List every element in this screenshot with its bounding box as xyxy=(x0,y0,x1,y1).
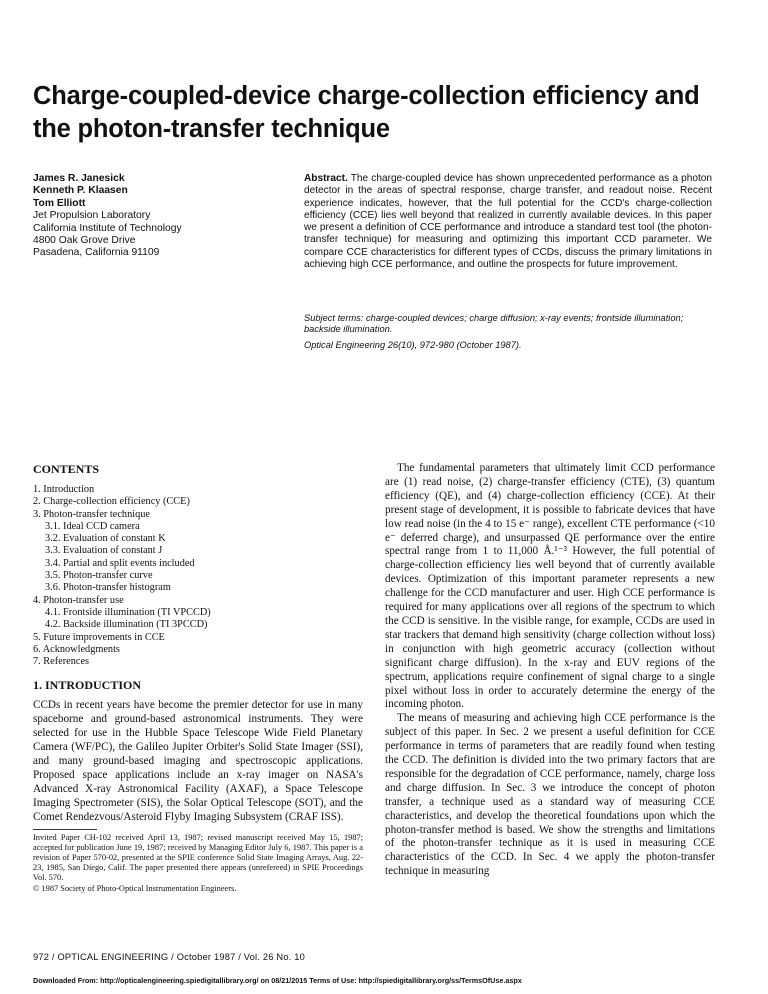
toc-item: 1. Introduction xyxy=(33,484,95,495)
contents-heading: CONTENTS xyxy=(33,462,100,476)
section-heading: 1. INTRODUCTION xyxy=(33,678,142,693)
toc-item: 3.4. Partial and split events included xyxy=(45,557,195,569)
toc-item: 3. Photon-transfer technique xyxy=(33,508,150,520)
paper-title: Charge-coupled-device charge-collection efficiency and the photon-transfer technique xyxy=(33,82,700,143)
body-paragraph: The fundamental parameters that ultimately limit CCD performance are (1) read noise, (2) charge-transfer efficiency (CTE), (3) quantum efficiency (QE), and (4) charge-collection efficiency (CCE). At their present stage of development, it is possible to fabricate devices that have low read noise (in the 4 to 15 e⁻ range), excellent CTE performance (<10 e⁻ deferred charge), and unsurpassed QE performance over the entire spectral range from 1 to 11,000 Å.¹⁻³ However, the full potential of charge-collection efficiency lies well beyond that of currently available devices. Optimization of this important parameter represents a new challenge for the CCD manufacturer and user. High CCE performance is required for many applications over all regions of the spectrum to which the CCD is sensitive. In the visible range, for example, CCDs are used in star trackers that demand high sensitivity (charge collection without loss) in conjunction with high geometric accuracy (collection without significant charge diffusion). In the x-ray and EUV regions of the spectrum, applications require confinement of signal charge to a single pixel without loss in order to accurately determine the energy of the incoming photon. xyxy=(385,462,715,711)
author-block xyxy=(33,173,283,260)
toc-item: 4.2. Backside illumination (TI 3PCCD) xyxy=(45,619,208,631)
footnote: Invited Paper CH-102 received April 13, 1987; revised manuscript received May 15, 1987; accepted for publication June 19, 1987; received by Managing Editor July 6, 1987. This paper is a revision of Paper 570-02, presented at the SPIE conference Solid State Imaging Arrays, Aug. 22-23, 1985, San Diego, Calif. The paper presented there appears (unrefereed) in SPIE Proceedings Vol. 570. xyxy=(33,832,363,883)
toc-item: 5. Future improvements in CCE xyxy=(33,631,165,643)
toc-item: 3.1. Ideal CCD camera xyxy=(45,520,140,532)
toc-item: 3.6. Photon-transfer histogram xyxy=(45,582,171,594)
download-notice: Downloaded From: http://opticalengineering.spiedigitallibrary.org/ on 08/21/2015 Terms of Use: http://spiedigitallibrary.org/ss/TermsOfUse.aspx xyxy=(33,976,522,985)
abstract xyxy=(304,173,712,271)
toc-item: 3.5. Photon-transfer curve xyxy=(45,570,153,582)
toc-item: 7. References xyxy=(33,656,90,668)
right-column xyxy=(385,462,715,879)
author-name: Kenneth P. Klaasen xyxy=(33,185,128,197)
abstract-text: The charge-coupled device has shown unprecedented performance as a photon detector in the areas of spectral response, charge transfer, and readout noise. Recent experience indicates, however, that the full potential for the CCD's charge-collection efficiency (CCE) lies well beyond that realized in currently available devices. In this paper we present a definition of CCE performance and introduce a standard test tool (the photon-transfer technique) for measuring and optimizing this important CCD parameter. We compare CCE characteristics for different types of CCDs, discuss the primary limitations in achieving high CCE performance, and outline the prospects for future improvement. xyxy=(304,173,712,271)
affiliation-line: Pasadena, California 91109 xyxy=(33,247,160,259)
table-of-contents xyxy=(33,484,363,668)
author-name: Tom Elliott xyxy=(33,197,86,209)
copyright-line: © 1987 Society of Photo-Optical Instrumentation Engineers. xyxy=(33,883,237,893)
subject-terms: Subject terms: charge-coupled devices; charge diffusion; x-ray events; frontside illumination; backside illumination. xyxy=(304,313,684,335)
author-name: James R. Janesick xyxy=(33,173,125,184)
footnote-rule xyxy=(33,829,97,830)
journal-reference: Optical Engineering 26(10), 972-980 (October 1987). xyxy=(304,340,522,350)
affiliation-line: Jet Propulsion Laboratory xyxy=(33,210,151,222)
toc-item: 3.3. Evaluation of constant J xyxy=(45,545,163,557)
body-paragraph: CCDs in recent years have become the premier detector for use in many spaceborne and ground-based astronomical instruments. They were selected for use in the Hubble Space Telescope Wide Field Planetary Camera (WF/PC), the Galileo Jupiter Orbiter's Solid State Imager (SSI), and many ground-based imaging and spectroscopic applications. Proposed space applications include an x-ray imager on NASA's Advanced X-ray Astronomical Facility (AXAF), a Space Telescope Imaging Spectrometer (SIS), the Solar Optical Telescope (SOT), and the Comet Rendezvous/Asteroid Flyby Imaging Subsystem (CRAF ISS). xyxy=(33,699,363,823)
toc-item: 4. Photon-transfer use xyxy=(33,594,124,606)
toc-item: 3.2. Evaluation of constant K xyxy=(45,533,166,545)
toc-item: 2. Charge-collection efficiency (CCE) xyxy=(33,496,190,508)
affiliation-line: California Institute of Technology xyxy=(33,222,182,234)
abstract-label: Abstract. xyxy=(304,173,348,184)
toc-item: 6. Acknowledgments xyxy=(33,643,120,655)
left-column xyxy=(33,462,363,894)
page-footer: 972 / OPTICAL ENGINEERING / October 1987 / Vol. 26 No. 10 xyxy=(33,952,306,962)
affiliation-line: 4800 Oak Grove Drive xyxy=(33,235,136,247)
body-paragraph: The means of measuring and achieving high CCE performance is the subject of this paper. In Sec. 2 we present a useful definition for CCE performance in terms of parameters that are readily found when testing the CCD. The definition is divided into the two primary factors that are responsible for the degradation of CCE performance, namely, charge loss and charge diffusion. In Sec. 3 we introduce the concept of photon transfer, a technique used as a standard way of measuring CCE characteristics, and develop the theoretical foundations upon which the photon-transfer method is based. We show the strengths and limitations of the photon-transfer technique as it is used in measuring CCE characteristics of the CCD. In Sec. 4 we apply the photon-transfer technique in measuring xyxy=(385,712,715,878)
toc-item: 4.1. Frontside illumination (TI VPCCD) xyxy=(45,606,211,618)
